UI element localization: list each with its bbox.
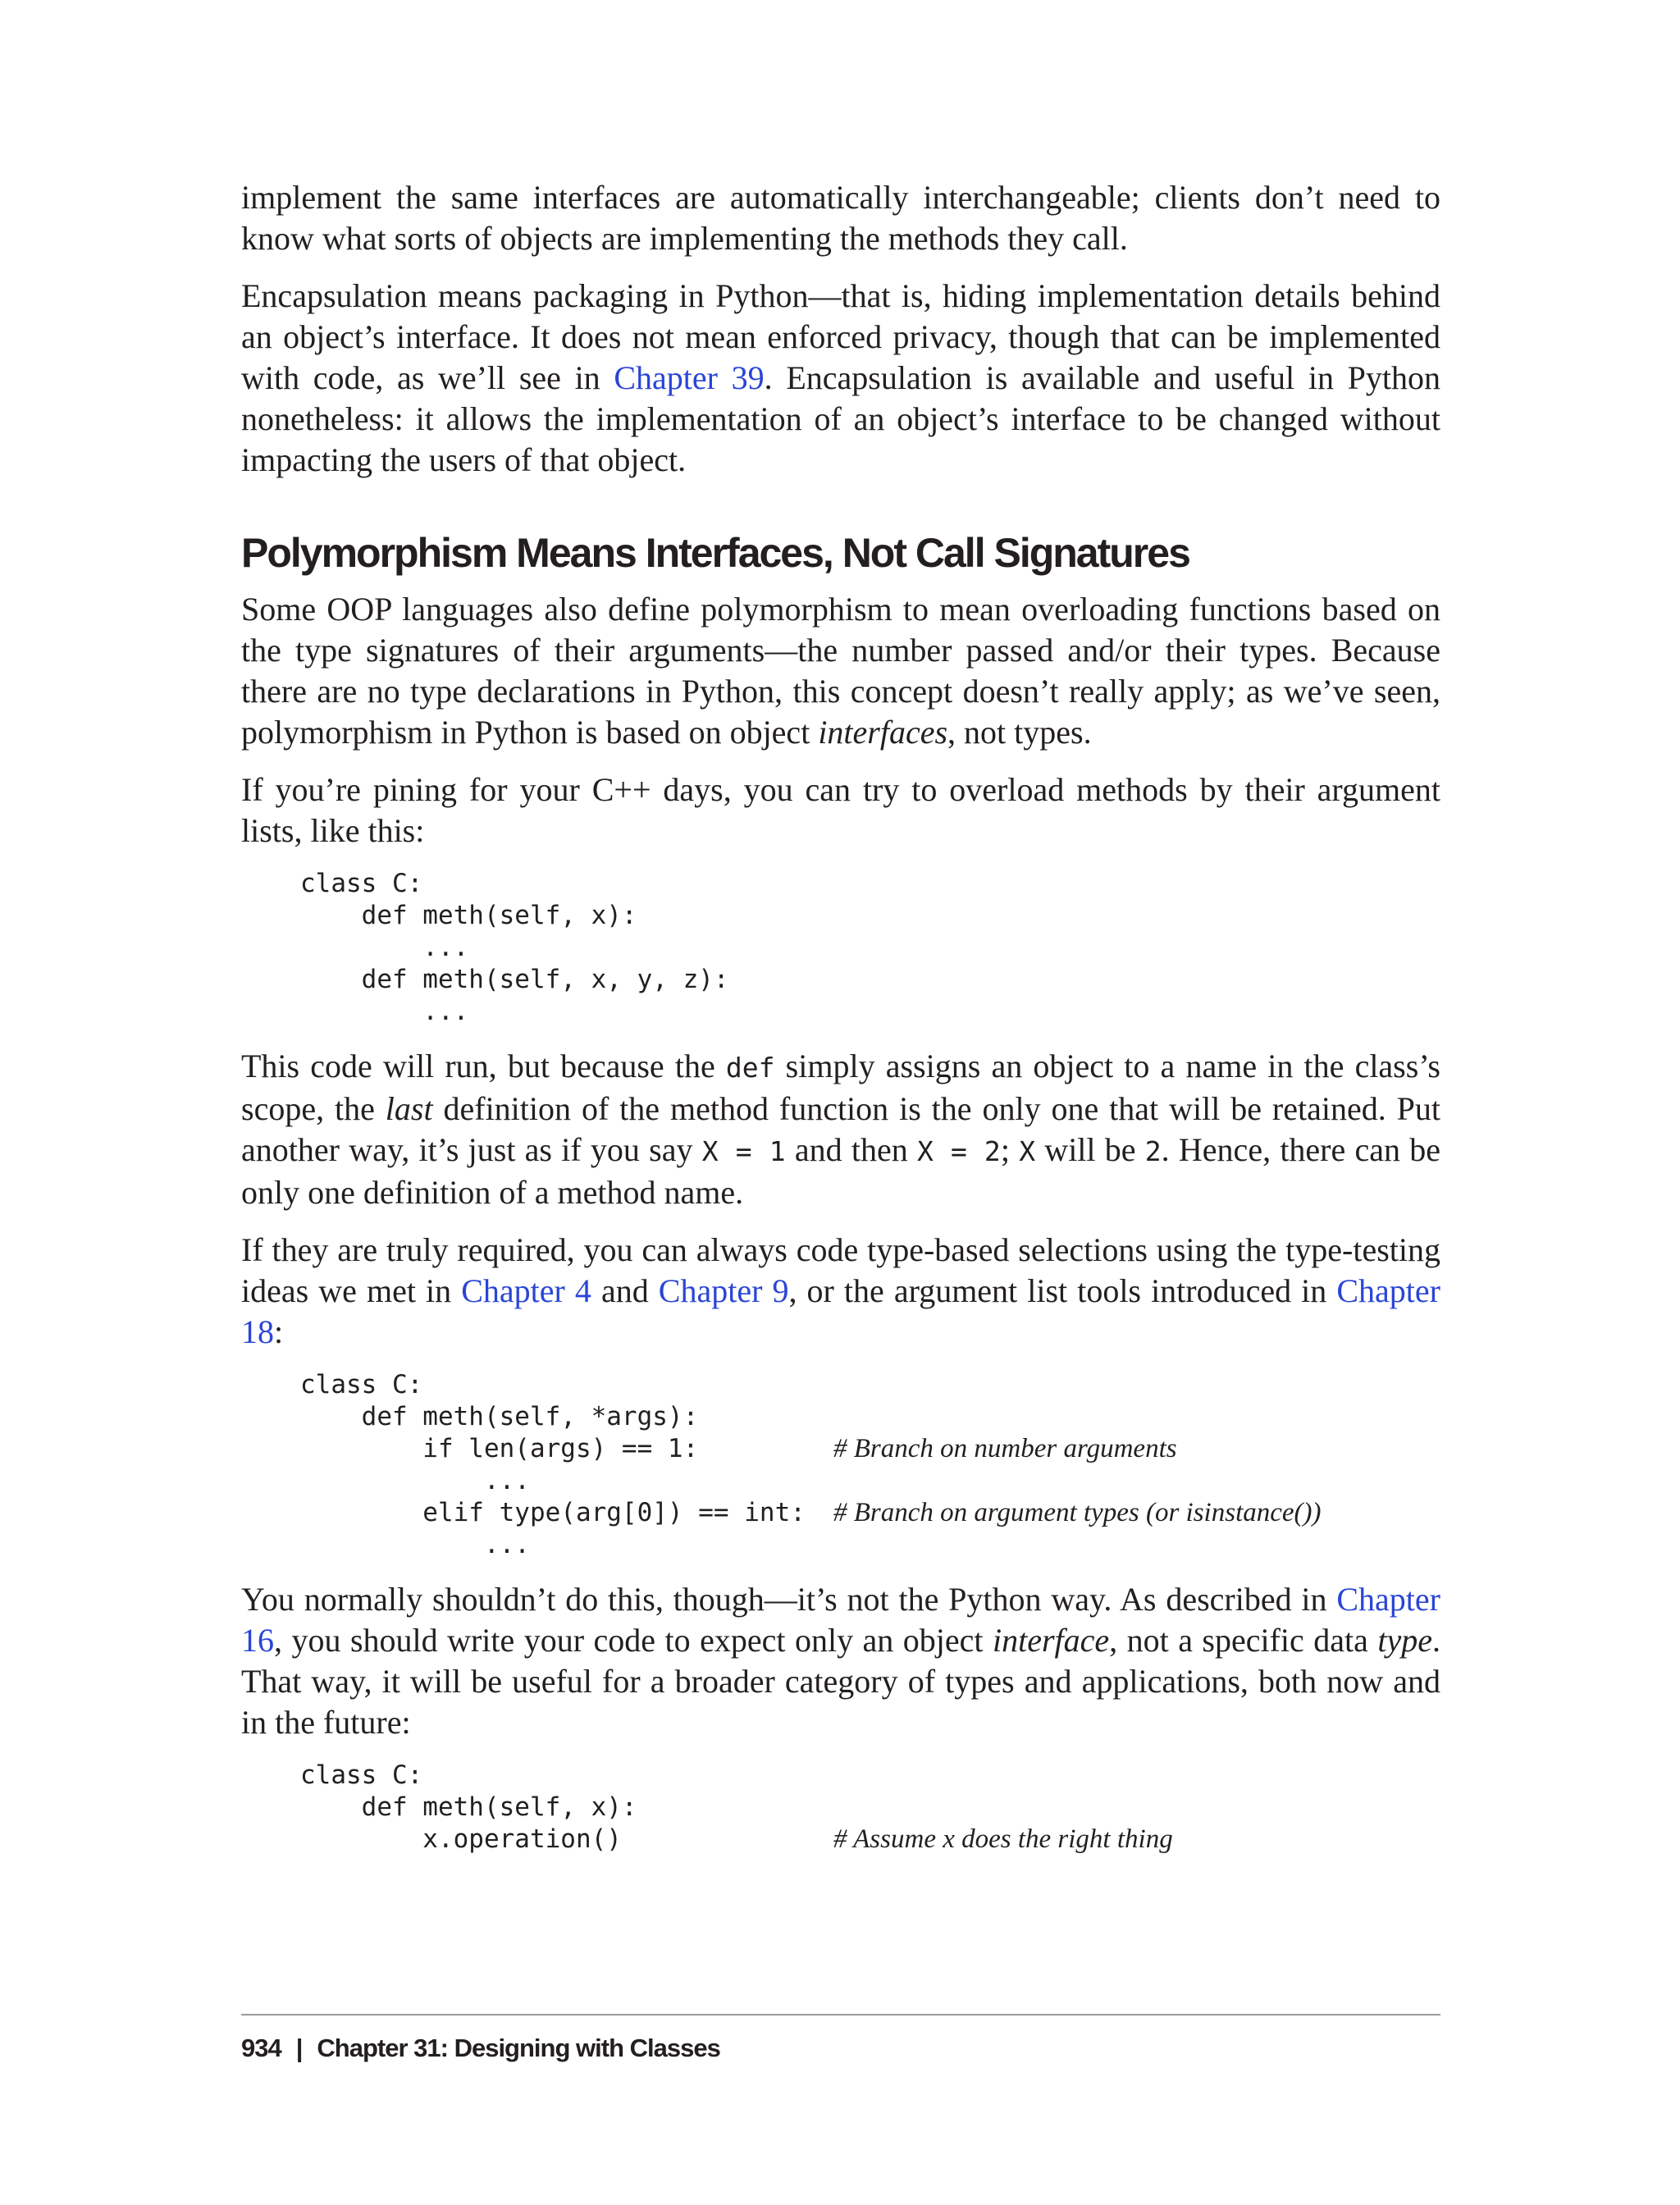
code-text: if len(args) == 1:: [300, 1434, 699, 1463]
code-block-type-selection: [300, 1369, 1440, 1561]
footer-separator: |: [295, 2034, 303, 2062]
code-block-overload: [300, 868, 1440, 1028]
section-heading: Polymorphism Means Interfaces, Not Call Signatures: [241, 530, 1189, 576]
paragraph-text: . Hence, there can be only one definition of a method name.: [241, 1131, 1441, 1211]
code-line: [300, 1824, 1440, 1856]
code-block-interface: [300, 1760, 1440, 1856]
link-chapter-4[interactable]: Chapter 4: [461, 1272, 591, 1309]
paragraph-text: You normally shouldn’t do this, though—it’s not the Python way. As described in: [241, 1581, 1337, 1618]
code-comment: # Branch on argument types (or isinstance()): [833, 1498, 1322, 1527]
code-text: ...: [300, 1530, 530, 1559]
paragraph-text: Some OOP languages also define polymorphism to mean overloading functions based on the type signatures of their arguments—the number passed and/or their types. Because there are no type declarations in Python, this concept doesn’t really apply; as we’ve seen, polymorphism in Python is based on object: [241, 591, 1440, 751]
link-chapter-16[interactable]: Chapter 16: [241, 1581, 1440, 1659]
paragraph-text: and: [591, 1272, 659, 1309]
paragraph-text: If they are truly required, you can always code type-based selections using the type-testing ideas we met in: [241, 1231, 1440, 1309]
code-line: [300, 1401, 1440, 1433]
code-text: x.operation(): [300, 1824, 622, 1854]
paragraph-text: :: [274, 1313, 284, 1350]
paragraph-text: definition of the method function is the only one that will be retained. Put another way, it’s just as if you say: [241, 1090, 1440, 1168]
paragraph-overloading: [241, 589, 1440, 753]
paragraph-python-way: [241, 1579, 1440, 1743]
code-line: [300, 1497, 1440, 1529]
code-text: def meth(self, *args):: [300, 1402, 699, 1431]
paragraph-cpp: If you’re pining for your C++ days, you can try to overload methods by their argument lists, like this:: [241, 771, 1440, 849]
paragraph-interfaces: implement the same interfaces are automatically interchangeable; clients don’t need to know what sorts of objects are implementing the methods they call.: [241, 179, 1440, 257]
paragraph-text: , not types.: [947, 714, 1092, 751]
link-chapter-39[interactable]: Chapter 39: [614, 359, 765, 396]
code-line: ...: [300, 997, 469, 1026]
code-line: [300, 1529, 1440, 1561]
paragraph-text: will be: [1035, 1131, 1145, 1168]
page-content: [241, 177, 1440, 1874]
inline-code: X: [1019, 1135, 1036, 1167]
emphasis-interface: interface: [992, 1622, 1110, 1659]
code-text: def meth(self, x):: [300, 1792, 637, 1822]
paragraph-text: , not a specific data: [1109, 1622, 1378, 1659]
paragraph-text: . Encapsulation is available and useful in Python nonetheless: it allows the implementation of an object’s interface to be changed without impacting the users of that object.: [241, 359, 1440, 478]
page-number: 934: [241, 2034, 281, 2062]
code-text: class C:: [300, 1370, 423, 1399]
page-footer: [241, 2014, 1440, 2063]
link-chapter-9[interactable]: Chapter 9: [658, 1272, 789, 1309]
emphasis-type: type: [1377, 1622, 1432, 1659]
code-line: [300, 1465, 1440, 1497]
paragraph-def-assign: [241, 1046, 1440, 1213]
link-chapter-18[interactable]: Chapter 18: [241, 1272, 1440, 1350]
code-text: elif type(arg[0]) == int:: [300, 1498, 806, 1527]
code-line: [300, 1369, 1440, 1401]
paragraph-text: and then: [785, 1131, 917, 1168]
inline-code: X = 1: [701, 1135, 786, 1167]
inline-code: def: [725, 1052, 775, 1084]
code-comment: # Assume x does the right thing: [833, 1824, 1173, 1854]
paragraph-encapsulation: [241, 276, 1440, 481]
code-line: def meth(self, x):: [300, 901, 637, 930]
inline-code: 2: [1144, 1135, 1162, 1167]
paragraph-text: , or the argument list tools introduced in: [788, 1272, 1337, 1309]
code-line: def meth(self, x, y, z):: [300, 965, 729, 994]
code-line: ...: [300, 933, 469, 962]
footer-chapter-title: Chapter 31: Designing with Classes: [317, 2034, 720, 2062]
paragraph-text: . That way, it will be useful for a broader category of types and applications, both now and in the future:: [241, 1622, 1440, 1741]
code-line: class C:: [300, 869, 423, 898]
emphasis-last: last: [385, 1090, 433, 1127]
code-line: [300, 1792, 1440, 1824]
code-comment: # Branch on number arguments: [833, 1434, 1177, 1463]
emphasis-interfaces: interfaces: [818, 714, 948, 751]
code-line: [300, 1433, 1440, 1465]
code-line: [300, 1760, 1440, 1792]
code-text: ...: [300, 1466, 530, 1495]
paragraph-text: ;: [1000, 1131, 1020, 1168]
paragraph-text: Encapsulation means packaging in Python—that is, hiding implementation details behind an object’s interface. It does not mean enforced privacy, though that can be implemented with code, as we’ll see in: [241, 277, 1440, 396]
paragraph-text: This code will run, but because the: [241, 1048, 726, 1084]
paragraph-type-testing: [241, 1230, 1440, 1353]
inline-code: X = 2: [916, 1135, 1001, 1167]
code-text: class C:: [300, 1760, 423, 1790]
paragraph-text: simply assigns an object to a name in the class’s scope, the: [241, 1048, 1440, 1127]
paragraph-text: , you should write your code to expect only an object: [274, 1622, 993, 1659]
